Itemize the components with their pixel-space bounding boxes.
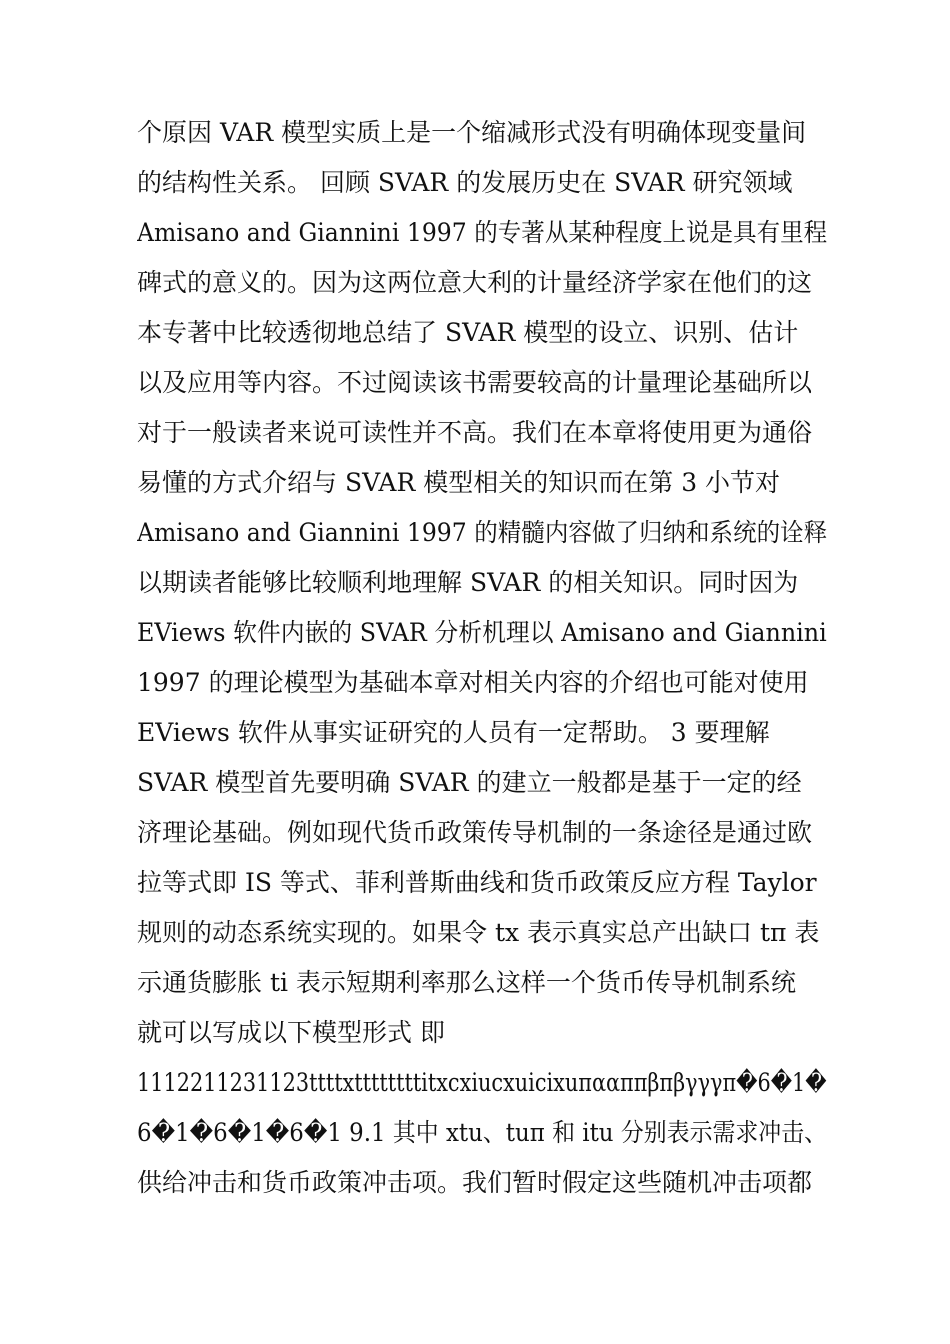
- text-line: 以及应用等内容。不过阅读该书需要较高的计量理论基础所以: [137, 368, 813, 397]
- text-line: 济理论基础。例如现代货币政策传导机制的一条途径是通过欧: [137, 818, 813, 847]
- text-line: 碑式的意义的。因为这两位意大利的计量经济学家在他们的这: [137, 268, 813, 297]
- text-line: 的结构性关系。 回顾 SVAR 的发展历史在 SVAR 研究领域: [137, 168, 793, 197]
- text-line: 规则的动态系统实现的。如果令 tx 表示真实总产出缺口 tπ 表: [137, 918, 820, 947]
- text-line: 本专著中比较透彻地总结了 SVAR 模型的设立、识别、估计: [137, 318, 799, 347]
- text-line: 对于一般读者来说可读性并不高。我们在本章将使用更为通俗: [137, 418, 813, 447]
- equation-line: 1112211231123ttttxttttttttitxcxiucxuicixuπααππβπβγγγπ�6�1�: [137, 1068, 827, 1097]
- text-line: 就可以写成以下模型形式 即: [137, 1018, 445, 1047]
- text-line: 易懂的方式介绍与 SVAR 模型相关的知识而在第 3 小节对: [137, 468, 781, 497]
- text-line: 示通货膨胀 ti 表示短期利率那么这样一个货币传导机制系统: [137, 968, 796, 997]
- equation-line: 6�1�6�1�6�1 9.1 其中 xtu、tuπ 和 itu 分别表示需求冲击、: [137, 1118, 827, 1147]
- text-line: 以期读者能够比较顺利地理解 SVAR 的相关知识。同时因为: [137, 568, 799, 597]
- text-line: EViews 软件内嵌的 SVAR 分析机理以 Amisano and Giannini: [137, 618, 827, 647]
- text-line: Amisano and Giannini 1997 的专著从某种程度上说是具有里程: [137, 218, 827, 247]
- text-line: 1997 的理论模型为基础本章对相关内容的介绍也可能对使用: [137, 668, 809, 697]
- text-line: 拉等式即 IS 等式、菲利普斯曲线和货币政策反应方程 Taylor: [137, 868, 817, 897]
- text-line: SVAR 模型首先要明确 SVAR 的建立一般都是基于一定的经: [137, 768, 802, 797]
- text-line: 供给冲击和货币政策冲击项。我们暂时假定这些随机冲击项都: [137, 1168, 813, 1197]
- text-line: 个原因 VAR 模型实质上是一个缩减形式没有明确体现变量间: [137, 118, 807, 147]
- text-line: EViews 软件从事实证研究的人员有一定帮助。 3 要理解: [137, 718, 770, 747]
- text-line: Amisano and Giannini 1997 的精髓内容做了归纳和系统的诠释: [137, 518, 827, 547]
- body-text: [137, 108, 827, 1208]
